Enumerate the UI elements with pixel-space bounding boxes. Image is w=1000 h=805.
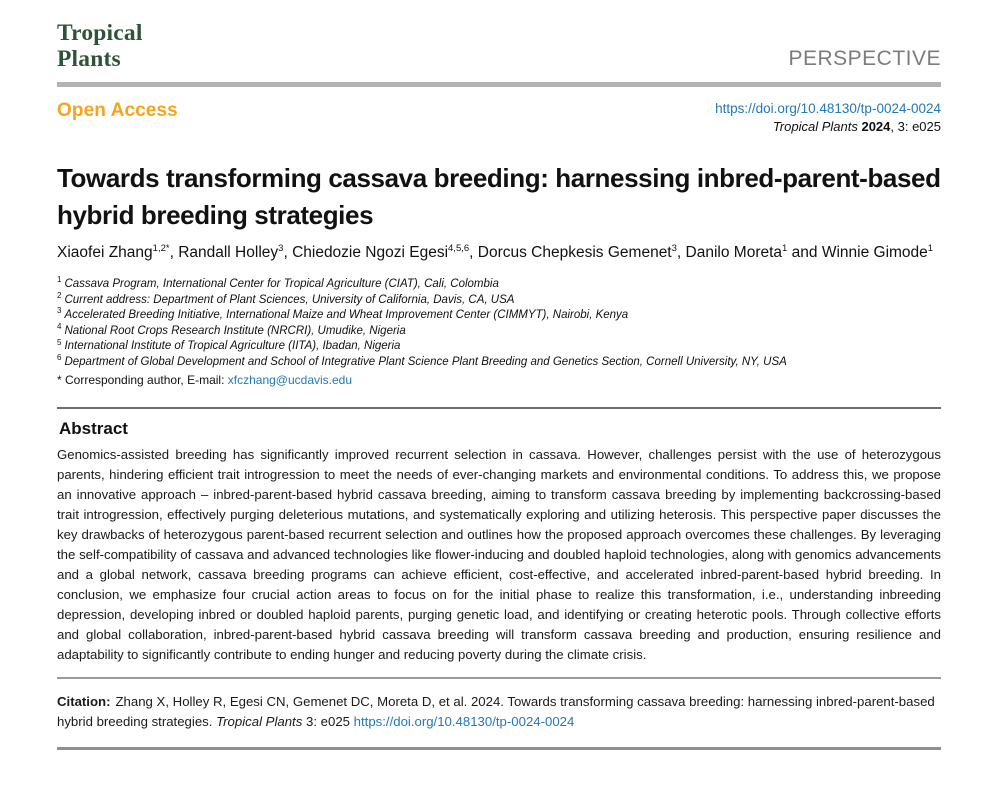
article-type-label: PERSPECTIVE [788, 47, 941, 70]
corresponding-prefix: * Corresponding author, E-mail: [57, 372, 228, 387]
abstract-section [57, 407, 941, 665]
author [822, 244, 933, 261]
affiliation-item [57, 290, 941, 309]
author-sup: 3 [671, 242, 677, 254]
author-sep: , [676, 244, 686, 261]
journal-ref-year: 2024 [861, 119, 891, 134]
author [178, 244, 292, 261]
masthead [57, 20, 941, 72]
affiliation-item [57, 277, 941, 293]
affiliation-item [57, 308, 941, 324]
citation-text: Zhang X, Holley R, Egesi CN, Gemenet DC, Moreta D, et al. 2024. Towards transforming cassava breeding: harnessing inbred-parent-based hybrid breeding strategies. [57, 693, 935, 729]
affiliation-text: Department of Global Development and School of Integrative Plant Science Plant Breeding and Genetics Section, Cornell University, NY, USA [64, 355, 787, 368]
affiliation-number: 2 [57, 290, 62, 300]
affiliation-text: Cassava Program, International Center for Tropical Agriculture (CIAT), Cali, Colombia [64, 278, 499, 290]
citation-volume: 3: e025 [302, 713, 354, 729]
author-sep: and [787, 244, 822, 261]
author-sep: , [169, 244, 179, 261]
journal-ref-name: Tropical Plants [772, 119, 858, 134]
author-name: Xiaofei Zhang [57, 244, 153, 261]
meta-row [57, 100, 941, 135]
affiliation-number: 6 [57, 353, 62, 363]
author [57, 244, 178, 261]
author-sup: 3 [278, 242, 284, 254]
affiliation-text: International Institute of Tropical Agriculture (IITA), Ibadan, Nigeria [64, 340, 401, 353]
citation-journal-name: Tropical Plants [216, 713, 303, 729]
affiliation-number: 3 [57, 306, 62, 316]
meta-right [715, 100, 941, 135]
affiliation-item [57, 355, 941, 371]
journal-logo [57, 20, 143, 72]
header-divider [57, 82, 941, 87]
author-sup: 1 [927, 242, 934, 254]
affiliation-text: Current address: Department of Plant Sciences, University of California, Davis, CA, USA [64, 293, 515, 306]
corresponding-email-link[interactable]: xfczhang@ucdavis.edu [227, 372, 353, 387]
author [478, 244, 686, 261]
abstract-heading: Abstract [59, 418, 128, 438]
journal-logo-line1: Tropical [57, 20, 143, 46]
author-sep: , [283, 244, 293, 261]
affiliation-number: 4 [57, 321, 62, 331]
author-name: Chiedozie Ngozi Egesi [292, 244, 449, 261]
affiliation-item [57, 321, 941, 340]
author-name: Randall Holley [178, 244, 279, 261]
doi-link[interactable]: https://doi.org/10.48130/tp-0024-0024 [715, 101, 941, 116]
open-access-badge: Open Access [57, 100, 178, 121]
author-sup: 4,5,6 [448, 242, 470, 254]
author-name: Danilo Moreta [685, 244, 783, 261]
author-sup: 1,2* [152, 242, 170, 254]
citation-label: Citation: [57, 693, 111, 709]
author [292, 244, 478, 261]
journal-ref-rest: , 3: e025 [890, 119, 941, 134]
abstract-body: Genomics-assisted breeding has significantly improved recurrent selection in cassava. However, challenges persist with the use of heterozygous parents, hindering efficient trait introgression to meet the needs of ever-changing markets and environmental conditions. To address this, we propose an innovative approach – inbred-parent-based hybrid cassava breeding, aiming to transform cassava breeding by implementing backcrossing-based trait introgression, effectively purging deleterious mutations, and systematically exploring and utilizing heterosis. This perspective paper discusses the key drawbacks of heterozygous parent-based recurrent selection and outlines how the proposed approach overcomes these challenges. By leveraging the self-compatibility of cassava and advanced technologies like flower-inducing and doubled haploid technologies, along with genomics advancements and a global network, cassava breeding programs can achieve efficient, cost-effective, and accelerated inbred-parent-based hybrid breeding. In conclusion, we emphasize four crucial action areas to focus on for the initial phase to realize this transformation, i.e., understanding inbreeding depression, developing inbred or doubled haploid parents, purging genetic load, and identifying or creating heterotic pools. Through collective efforts and global collaboration, inbred-parent-based hybrid cassava breeding will transform cassava breeding and production, ensuring resilience and adaptability to significantly contribute to ending hunger and reducing poverty during the climate crisis. [57, 446, 941, 662]
citation-section [57, 677, 941, 750]
citation-doi-link[interactable]: https://doi.org/10.48130/tp-0024-0024 [353, 713, 575, 729]
journal-reference [715, 118, 941, 135]
affiliation-number: 5 [57, 337, 62, 347]
author-name: Dorcus Chepkesis Gemenet [477, 244, 672, 261]
corresponding-author-line [57, 372, 941, 388]
affiliation-item [57, 339, 941, 355]
author [686, 244, 822, 261]
journal-logo-line2: Plants [57, 46, 121, 72]
authors-line [57, 242, 941, 264]
affiliation-text: Accelerated Breeding Initiative, International Maize and Wheat Improvement Center (CIMMYT), Nairobi, Kenya [64, 309, 629, 322]
page-title: Towards transforming cassava breeding: harnessing inbred-parent-based hybrid breeding strategies [57, 163, 941, 230]
affiliation-text: National Root Crops Research Institute (NRCRI), Umudike, Nigeria [64, 324, 406, 337]
author-sep: , [469, 244, 478, 261]
affiliation-number: 1 [57, 275, 62, 285]
affiliations-list [57, 277, 941, 388]
author-name: Winnie Gimode [821, 244, 928, 261]
author-sup: 1 [782, 242, 788, 254]
